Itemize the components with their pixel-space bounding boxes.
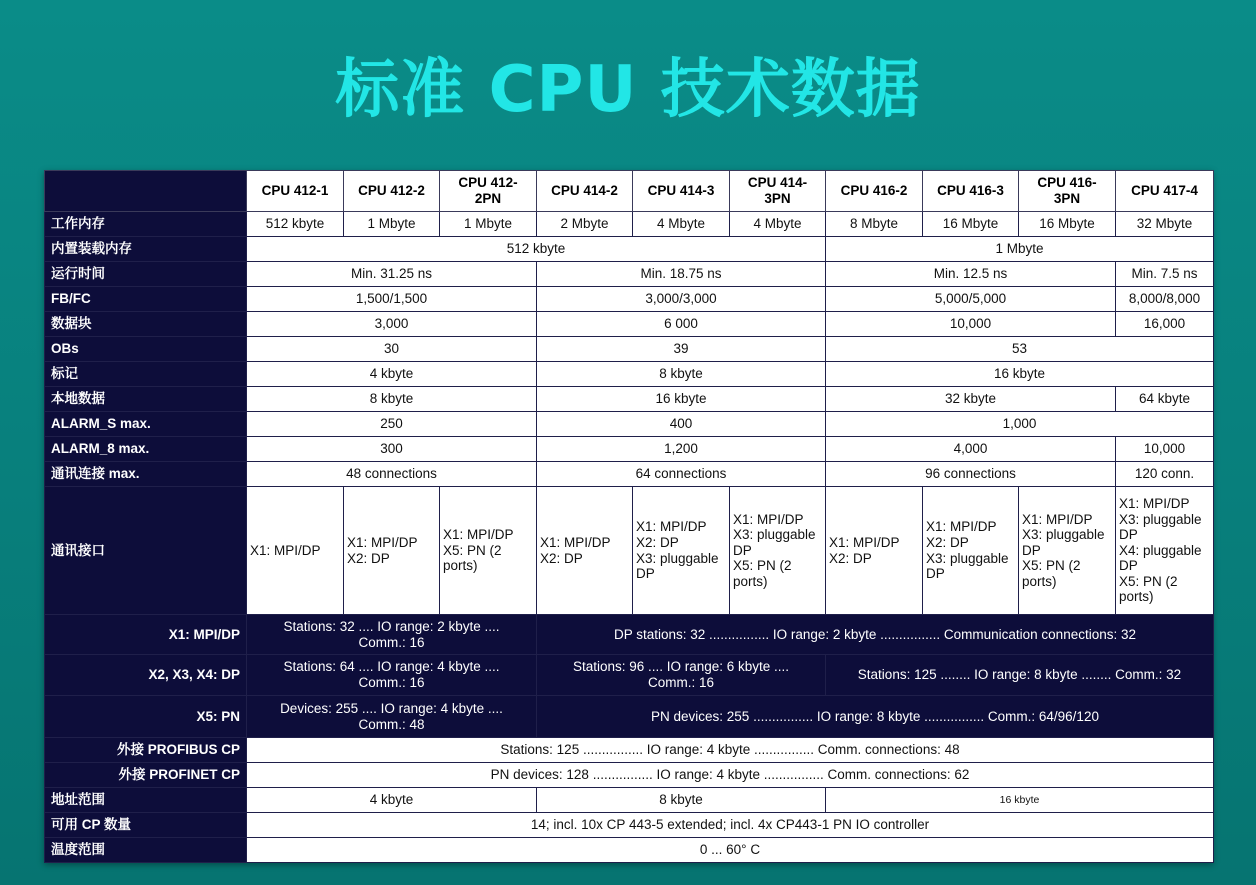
- cell-line: X1: MPI/DP: [443, 527, 514, 543]
- cell: 48 connections: [247, 462, 537, 487]
- interface-cell: [1019, 487, 1116, 615]
- cell-line: X1: MPI/DP: [540, 534, 611, 550]
- cell-line: X3: pluggable: [1119, 511, 1202, 527]
- cell: 250: [247, 412, 537, 437]
- cell: [537, 655, 826, 696]
- cell-line: X2: DP: [926, 534, 969, 550]
- row-label: 外接 PROFIBUS CP: [45, 738, 247, 763]
- row-x1: [45, 615, 1214, 655]
- cell: Stations: 125 ................ IO range: 4 kbyte ................ Comm. connections: 48: [247, 738, 1214, 763]
- cell: 512 kbyte: [247, 237, 826, 262]
- cell: 4 kbyte: [247, 788, 537, 813]
- row-data-blocks: [45, 312, 1214, 337]
- cell-line: X1: MPI/DP: [636, 519, 707, 535]
- cell: DP stations: 32 ................ IO range: 2 kbyte ................ Communication connections: 32: [537, 615, 1214, 655]
- row-temperature: [45, 838, 1214, 863]
- row-alarm-s: [45, 412, 1214, 437]
- cell-line: Stations: 32 .... IO range: 2 kbyte ....: [283, 618, 500, 634]
- cell: 16 kbyte: [826, 362, 1214, 387]
- slide-title: 标准 CPU 技术数据: [335, 53, 921, 127]
- row-label: ALARM_S max.: [45, 412, 247, 437]
- header-corner: [45, 171, 247, 212]
- col-header: CPU 412-2: [344, 171, 440, 212]
- cell-line: ports): [733, 573, 768, 589]
- row-markers: [45, 362, 1214, 387]
- cell-line: ports): [1022, 573, 1057, 589]
- cell-line: X1: MPI/DP: [733, 511, 804, 527]
- row-label: 地址范围: [45, 788, 247, 813]
- cell-line: ports): [1119, 589, 1154, 605]
- cell: 8 kbyte: [537, 362, 826, 387]
- cell: 8 Mbyte: [826, 212, 923, 237]
- row-runtime: [45, 262, 1214, 287]
- row-x2: [45, 655, 1214, 696]
- cell: 3,000/3,000: [537, 287, 826, 312]
- cell: 3,000: [247, 312, 537, 337]
- cell: 120 conn.: [1116, 462, 1214, 487]
- cell: 16 Mbyte: [1019, 212, 1116, 237]
- col-header: CPU 414-2: [537, 171, 633, 212]
- cell: 10,000: [826, 312, 1116, 337]
- cell: 16 kbyte: [537, 387, 826, 412]
- row-label: 运行时间: [45, 262, 247, 287]
- row-label: 通讯连接 max.: [45, 462, 247, 487]
- cell-line: Stations: 96 .... IO range: 6 kbyte ....: [572, 659, 790, 675]
- cell: 5,000/5,000: [826, 287, 1116, 312]
- cell: 4,000: [826, 437, 1116, 462]
- cell-line: Comm.: 16: [358, 675, 425, 690]
- interface-cell: [247, 487, 344, 615]
- cell-line: X4: pluggable: [1119, 542, 1202, 558]
- cell-line: X1: MPI/DP: [829, 534, 900, 550]
- cell-line: ports): [443, 558, 478, 574]
- col-header: CPU 416-3: [923, 171, 1019, 212]
- cell-line: X5: PN (2: [1022, 558, 1081, 574]
- cell: 4 Mbyte: [730, 212, 826, 237]
- row-label: 外接 PROFINET CP: [45, 763, 247, 788]
- row-label: 可用 CP 数量: [45, 813, 247, 838]
- row-label: ALARM_8 max.: [45, 437, 247, 462]
- cell: [247, 615, 537, 655]
- cell: 16 kbyte: [826, 788, 1214, 813]
- cell: 32 kbyte: [826, 387, 1116, 412]
- row-label: FB/FC: [45, 287, 247, 312]
- col-header: CPU 416- 3PN: [1019, 171, 1116, 212]
- row-load-memory: [45, 237, 1214, 262]
- cell-line: Stations: 64 .... IO range: 4 kbyte ....: [283, 659, 500, 675]
- cell: Min. 7.5 ns: [1116, 262, 1214, 287]
- row-fbfc: [45, 287, 1214, 312]
- cell: 39: [537, 337, 826, 362]
- row-local-data: [45, 387, 1214, 412]
- cpu-spec-table: [44, 170, 1214, 863]
- cell-line: X3: pluggable: [733, 527, 816, 543]
- cell-line: Comm.: 16: [358, 634, 425, 650]
- cell: 64 connections: [537, 462, 826, 487]
- col-header: CPU 414- 3PN: [730, 171, 826, 212]
- cell-line: X3: pluggable: [1022, 527, 1105, 543]
- cell: 30: [247, 337, 537, 362]
- cell-line: Devices: 255 .... IO range: 4 kbyte ....: [280, 700, 503, 716]
- col-header: CPU 417-4: [1116, 171, 1214, 212]
- cpu-spec-table-wrapper: [44, 170, 1213, 863]
- cell: 1,000: [826, 412, 1214, 437]
- row-label: X5: PN: [45, 696, 247, 738]
- header-row: [45, 171, 1214, 212]
- cell: 96 connections: [826, 462, 1116, 487]
- interface-cell: [344, 487, 440, 615]
- cell: 300: [247, 437, 537, 462]
- cell: 14; incl. 10x CP 443-5 extended; incl. 4x CP443-1 PN IO controller: [247, 813, 1214, 838]
- row-label: 工作内存: [45, 212, 247, 237]
- cell-line: X3: pluggable: [926, 550, 1009, 566]
- cell: 6 000: [537, 312, 826, 337]
- cell-line: DP: [1119, 558, 1138, 574]
- cell: Min. 12.5 ns: [826, 262, 1116, 287]
- row-label: OBs: [45, 337, 247, 362]
- row-alarm-8: [45, 437, 1214, 462]
- row-label: X2, X3, X4: DP: [45, 655, 247, 696]
- cell-line: DP: [733, 542, 752, 558]
- interface-cell: [1116, 487, 1214, 615]
- row-label: 内置装载内存: [45, 237, 247, 262]
- cell: 8 kbyte: [247, 387, 537, 412]
- row-label: X1: MPI/DP: [45, 615, 247, 655]
- cell-line: X2: DP: [540, 550, 583, 566]
- cell: 1 Mbyte: [440, 212, 537, 237]
- row-x5: [45, 696, 1214, 738]
- row-ext-profibus: [45, 738, 1214, 763]
- interface-cell: [923, 487, 1019, 615]
- row-obs: [45, 337, 1214, 362]
- col-header: CPU 412-1: [247, 171, 344, 212]
- cell-line: X1: MPI/DP: [1022, 511, 1093, 527]
- row-interfaces: [45, 487, 1214, 615]
- cell: PN devices: 128 ................ IO range: 4 kbyte ................ Comm. connections: 62: [247, 763, 1214, 788]
- interface-cell: [440, 487, 537, 615]
- cell-line: X3: pluggable: [636, 550, 719, 566]
- cell-line: X5: PN (2: [443, 542, 502, 558]
- cell-line: Comm.: 48: [358, 716, 425, 732]
- interface-cell: [633, 487, 730, 615]
- cell-line: DP: [1022, 542, 1041, 558]
- cell-line: X1: MPI/DP: [347, 534, 418, 550]
- cell: 8 kbyte: [537, 788, 826, 813]
- cell: 32 Mbyte: [1116, 212, 1214, 237]
- cell-line: X2: DP: [636, 534, 679, 550]
- col-header: CPU 416-2: [826, 171, 923, 212]
- cell: 0 ... 60° C: [247, 838, 1214, 863]
- row-address-range: [45, 788, 1214, 813]
- cell-line: X1: MPI/DP: [926, 519, 997, 535]
- cell: 16,000: [1116, 312, 1214, 337]
- cell: 10,000: [1116, 437, 1214, 462]
- cell-line: X2: DP: [347, 550, 390, 566]
- cell-line: DP: [1119, 527, 1138, 543]
- cell: 53: [826, 337, 1214, 362]
- interface-cell: [730, 487, 826, 615]
- cell: 400: [537, 412, 826, 437]
- col-header: CPU 412- 2PN: [440, 171, 537, 212]
- cell: Min. 31.25 ns: [247, 262, 537, 287]
- cell-line: DP: [636, 566, 655, 582]
- cell: 1,500/1,500: [247, 287, 537, 312]
- row-ext-profinet: [45, 763, 1214, 788]
- cell: 4 Mbyte: [633, 212, 730, 237]
- cell-line: Comm.: 16: [647, 675, 715, 690]
- interface-cell: [826, 487, 923, 615]
- row-label: 数据块: [45, 312, 247, 337]
- row-connections: [45, 462, 1214, 487]
- row-label: 温度范围: [45, 838, 247, 863]
- cell: 64 kbyte: [1116, 387, 1214, 412]
- cell-line: X5: PN (2: [1119, 573, 1178, 589]
- cell: 8,000/8,000: [1116, 287, 1214, 312]
- cell: 4 kbyte: [247, 362, 537, 387]
- row-label: 本地数据: [45, 387, 247, 412]
- cell: PN devices: 255 ................ IO range: 8 kbyte ................ Comm.: 64/96/120: [537, 696, 1214, 738]
- cell-line: X1: MPI/DP: [250, 542, 321, 558]
- row-label: 标记: [45, 362, 247, 387]
- cell-line: DP: [926, 566, 945, 582]
- cell: Min. 18.75 ns: [537, 262, 826, 287]
- cell-line: X5: PN (2: [733, 558, 792, 574]
- cell: 16 Mbyte: [923, 212, 1019, 237]
- cell: [247, 696, 537, 738]
- row-work-memory: [45, 212, 1214, 237]
- row-label: 通讯接口: [45, 487, 247, 615]
- cell: 1 Mbyte: [826, 237, 1214, 262]
- cell: 1,200: [537, 437, 826, 462]
- cell: [247, 655, 537, 696]
- cell-line: X1: MPI/DP: [1119, 496, 1190, 512]
- col-header: CPU 414-3: [633, 171, 730, 212]
- cell: Stations: 125 ........ IO range: 8 kbyte ........ Comm.: 32: [826, 655, 1214, 696]
- row-cp-count: [45, 813, 1214, 838]
- cell: 512 kbyte: [247, 212, 344, 237]
- cell-line: X2: DP: [829, 550, 872, 566]
- interface-cell: [537, 487, 633, 615]
- cell: 2 Mbyte: [537, 212, 633, 237]
- cell: 1 Mbyte: [344, 212, 440, 237]
